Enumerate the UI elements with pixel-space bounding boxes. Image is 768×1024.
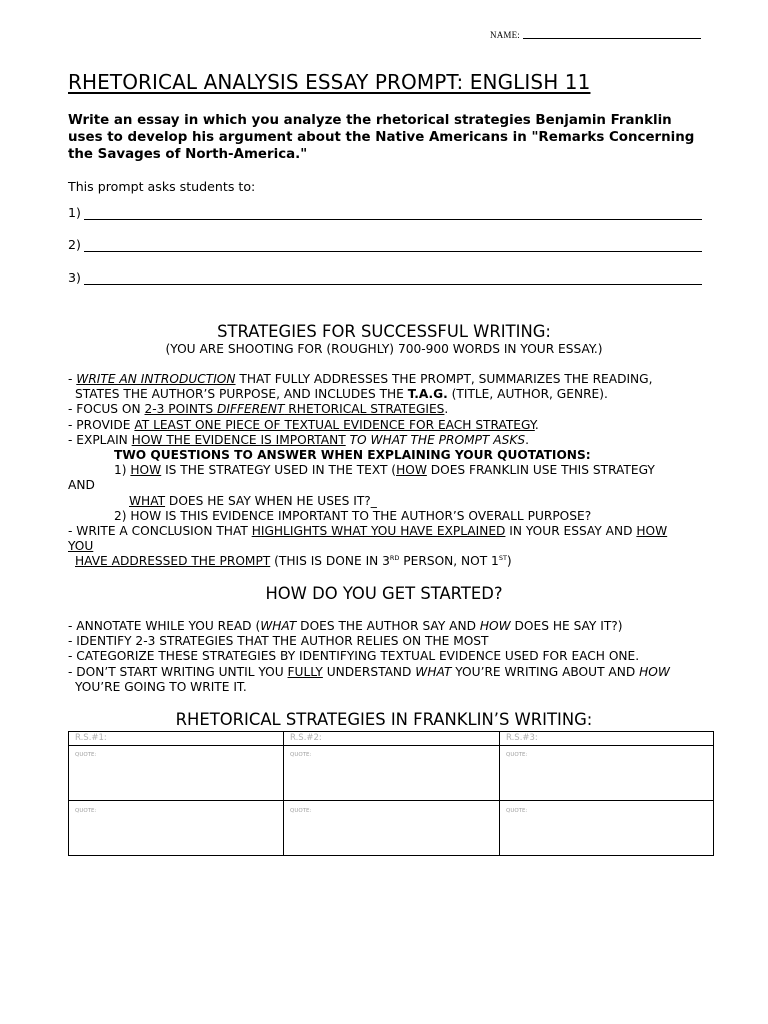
strategy-focus: - FOCUS ON 2-3 POINTS DIFFERENT RHETORICAL STRATEGIES.	[68, 402, 449, 417]
name-label: NAME:	[490, 30, 520, 40]
page-title: RHETORICAL ANALYSIS ESSAY PROMPT: ENGLISH 11	[68, 70, 591, 94]
strategy-explain: - EXPLAIN HOW THE EVIDENCE IS IMPORTANT TO WHAT THE PROMPT ASKS.	[68, 432, 529, 447]
strategy-provide: - PROVIDE AT LEAST ONE PIECE OF TEXTUAL EVIDENCE FOR EACH STRATEGY.	[68, 417, 539, 432]
quote-cell-2-2[interactable]: QUOTE:	[290, 808, 312, 814]
quote-cell-1-3[interactable]: QUOTE:	[506, 752, 528, 758]
prompt-asks-label: This prompt asks students to:	[68, 179, 256, 194]
question-2: 2) HOW IS THIS EVIDENCE IMPORTANT TO THE AUTHOR’S OVERALL PURPOSE?	[114, 508, 592, 523]
table-heading: RHETORICAL STRATEGIES IN FRANKLIN’S WRITING:	[175, 710, 593, 729]
quote-cell-1-2[interactable]: QUOTE:	[290, 752, 312, 758]
name-field	[490, 30, 701, 40]
answer-blank[interactable]	[84, 237, 702, 252]
column-header-rs2: R.S.#2:	[290, 733, 322, 743]
answer-line-3[interactable]	[68, 270, 702, 285]
strategies-list	[68, 372, 708, 570]
question-1-cont: WHAT DOES HE SAY WHEN HE USES IT?_	[129, 493, 377, 508]
answer-blank[interactable]	[84, 270, 702, 285]
column-header-rs1: R.S.#1:	[75, 733, 107, 743]
step-categorize: - CATEGORIZE THESE STRATEGIES BY IDENTIFYING TEXTUAL EVIDENCE USED FOR EACH ONE.	[68, 649, 640, 664]
question-1: 1) HOW IS THE STRATEGY USED IN THE TEXT (HOW DOES FRANKLIN USE THIS STRATEGY	[114, 463, 655, 478]
quote-cell-2-1[interactable]: QUOTE:	[75, 808, 97, 814]
answer-blank[interactable]	[84, 205, 702, 220]
two-questions-heading: TWO QUESTIONS TO ANSWER WHEN EXPLAINING YOUR QUOTATIONS:	[114, 448, 591, 463]
table-header-row	[69, 732, 713, 746]
essay-prompt: Write an essay in which you analyze the rhetorical strategies Benjamin Franklin uses to develop his argument about the Native Americans in "Remarks Concerning the Savages of North-America."	[68, 113, 695, 162]
get-started-heading: HOW DO YOU GET STARTED?	[265, 584, 503, 603]
strategy-intro-cont: STATES THE AUTHOR’S PURPOSE, AND INCLUDES THE T.A.G. (TITLE, AUTHOR, GENRE).	[75, 387, 608, 402]
question-1-and: AND	[68, 478, 95, 493]
strategies-subheading: (YOU ARE SHOOTING FOR (ROUGHLY) 700-900 WORDS IN YOUR ESSAY.)	[165, 342, 603, 356]
answer-number: 2)	[68, 237, 81, 252]
strategy-conclusion-you: YOU	[68, 539, 94, 554]
strategies-heading: STRATEGIES FOR SUCCESSFUL WRITING:	[217, 322, 551, 341]
answer-number: 3)	[68, 270, 81, 285]
step-understand-cont: YOU’RE GOING TO WRITE IT.	[75, 679, 247, 694]
strategy-conclusion-cont: HAVE ADDRESSED THE PROMPT (THIS IS DONE IN 3RD PERSON, NOT 1ST)	[75, 554, 512, 569]
quote-cell-2-3[interactable]: QUOTE:	[506, 808, 528, 814]
quote-cell-1-1[interactable]: QUOTE:	[75, 752, 97, 758]
answer-line-1[interactable]	[68, 205, 702, 220]
strategy-conclusion: - WRITE A CONCLUSION THAT HIGHLIGHTS WHAT YOU HAVE EXPLAINED IN YOUR ESSAY AND HOW	[68, 524, 668, 539]
name-blank-line[interactable]	[523, 38, 701, 39]
table-column-divider	[283, 732, 284, 855]
step-understand: - DON’T START WRITING UNTIL YOU FULLY UNDERSTAND WHAT YOU’RE WRITING ABOUT AND HOW	[68, 664, 670, 679]
strategies-table	[68, 731, 714, 856]
strategy-intro: - WRITE AN INTRODUCTION THAT FULLY ADDRESSES THE PROMPT, SUMMARIZES THE READING,	[68, 372, 653, 386]
step-identify: - IDENTIFY 2-3 STRATEGIES THAT THE AUTHOR RELIES ON THE MOST	[68, 634, 489, 649]
get-started-list	[68, 619, 708, 695]
table-row-divider	[69, 800, 713, 801]
column-header-rs3: R.S.#3:	[506, 733, 538, 743]
step-annotate: - ANNOTATE WHILE YOU READ (WHAT DOES THE AUTHOR SAY AND HOW DOES HE SAY IT?)	[68, 619, 623, 633]
answer-number: 1)	[68, 205, 81, 220]
answer-line-2[interactable]	[68, 237, 702, 252]
table-column-divider	[499, 732, 500, 855]
